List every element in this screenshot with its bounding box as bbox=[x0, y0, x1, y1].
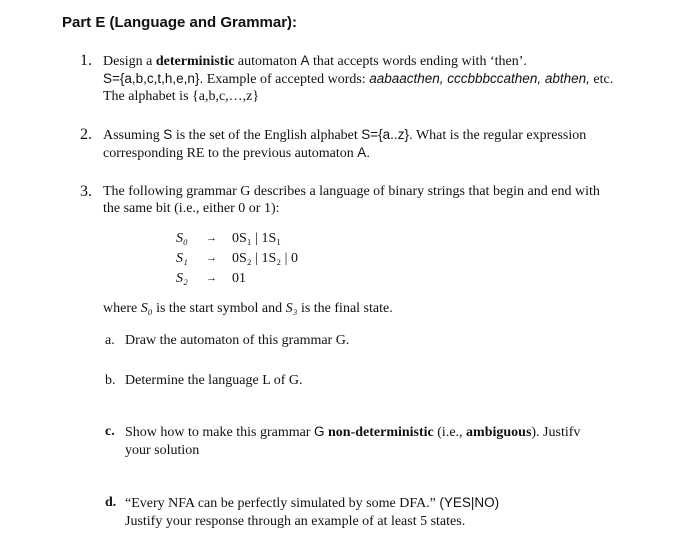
text: is the start symbol and bbox=[152, 301, 286, 316]
example-words: aabaacthen, cccbbbccathen, abthen, bbox=[369, 71, 590, 86]
automaton-name: A. bbox=[357, 145, 371, 160]
question-number: 2. bbox=[80, 126, 92, 143]
text: Assuming bbox=[103, 128, 164, 143]
subquestion-label: c. bbox=[105, 424, 115, 439]
subquestion-label: a. bbox=[105, 333, 115, 348]
text: is the set of the English alphabet bbox=[172, 128, 362, 143]
question-1 bbox=[80, 52, 645, 105]
question-3-line-1: The following grammar G describes a language of binary strings that begin and end with bbox=[103, 184, 600, 199]
arrow-icon: → bbox=[206, 232, 217, 244]
text: that accepts words ending with bbox=[309, 54, 490, 69]
question-3-line-2: the same bit (i.e., either 0 or 1): bbox=[103, 201, 280, 216]
subquestion-a bbox=[105, 332, 650, 350]
question-3 bbox=[80, 183, 645, 217]
section-heading: Part E (Language and Grammar): bbox=[62, 14, 298, 31]
nonterminal: S₁ bbox=[176, 251, 188, 266]
question-1-line-3: The alphabet is {a,b,c,…,z} bbox=[103, 89, 260, 104]
subquestion-b bbox=[105, 372, 650, 390]
question-2 bbox=[80, 126, 645, 162]
production-row bbox=[176, 231, 476, 251]
subquestion-text: Determine the language L of G. bbox=[125, 373, 303, 388]
subquestion-d bbox=[105, 494, 650, 531]
grammar-name: G bbox=[313, 424, 325, 439]
question-1-line-1 bbox=[103, 52, 645, 70]
text: ). Justifv bbox=[531, 425, 581, 440]
alphabet-set: S={a..z}. bbox=[361, 127, 413, 142]
quoted-word: ‘then’. bbox=[489, 54, 527, 69]
text: “Every NFA can be perfectly simulated by some DFA.” bbox=[125, 496, 440, 511]
text: Justify your response through an example of at least 5 states. bbox=[125, 514, 466, 529]
text: (i.e., bbox=[433, 425, 467, 440]
set-name: S bbox=[163, 127, 173, 142]
grammar-productions bbox=[176, 231, 476, 291]
question-2-line-1 bbox=[103, 126, 645, 144]
final-state: S₃ bbox=[285, 301, 298, 316]
production-rhs: 0S₂ | 1S₂ | 0 bbox=[232, 251, 298, 266]
question-2-line-2 bbox=[103, 144, 645, 162]
subquestion-text bbox=[125, 423, 650, 460]
arrow-icon: → bbox=[206, 252, 217, 264]
nonterminal: S₂ bbox=[176, 271, 188, 286]
production-row bbox=[176, 271, 476, 291]
bold-term: non-deterministic bbox=[328, 425, 434, 440]
bold-term: ambiguous bbox=[466, 425, 532, 440]
text: Example of accepted words: bbox=[203, 72, 370, 87]
text: Design a bbox=[103, 54, 156, 69]
question-number: 1. bbox=[80, 52, 92, 69]
text: automaton bbox=[234, 54, 301, 69]
subquestion-label: b. bbox=[105, 373, 116, 388]
alphabet-set: S={a,b,c,t,h,e,n}. bbox=[103, 71, 204, 86]
text: where bbox=[103, 301, 141, 316]
text: your solution bbox=[125, 443, 200, 458]
question-1-line-2 bbox=[103, 70, 645, 88]
nonterminal: S₀ bbox=[176, 231, 188, 246]
subquestion-text bbox=[125, 494, 650, 531]
automaton-name: A bbox=[300, 53, 310, 68]
text: Show how to make this grammar bbox=[125, 425, 314, 440]
production-rhs: 0S₁ | 1S₁ bbox=[232, 231, 282, 246]
production-row bbox=[176, 251, 476, 271]
subquestion-c bbox=[105, 423, 650, 460]
arrow-icon: → bbox=[206, 272, 217, 284]
subquestion-text: Draw the automaton of this grammar G. bbox=[125, 333, 350, 348]
question-number: 3. bbox=[80, 183, 92, 200]
text: is the final state. bbox=[297, 301, 393, 316]
production-rhs: 01 bbox=[232, 271, 246, 286]
grammar-note bbox=[103, 301, 393, 317]
answer-options: (YES|NO) bbox=[439, 495, 500, 510]
start-symbol: S₀ bbox=[140, 301, 153, 316]
text: What is the regular expression bbox=[412, 128, 587, 143]
text: corresponding RE to the previous automaton bbox=[103, 146, 358, 161]
subquestion-label: d. bbox=[105, 495, 117, 510]
bold-term: deterministic bbox=[155, 54, 235, 69]
text: etc. bbox=[589, 72, 614, 87]
